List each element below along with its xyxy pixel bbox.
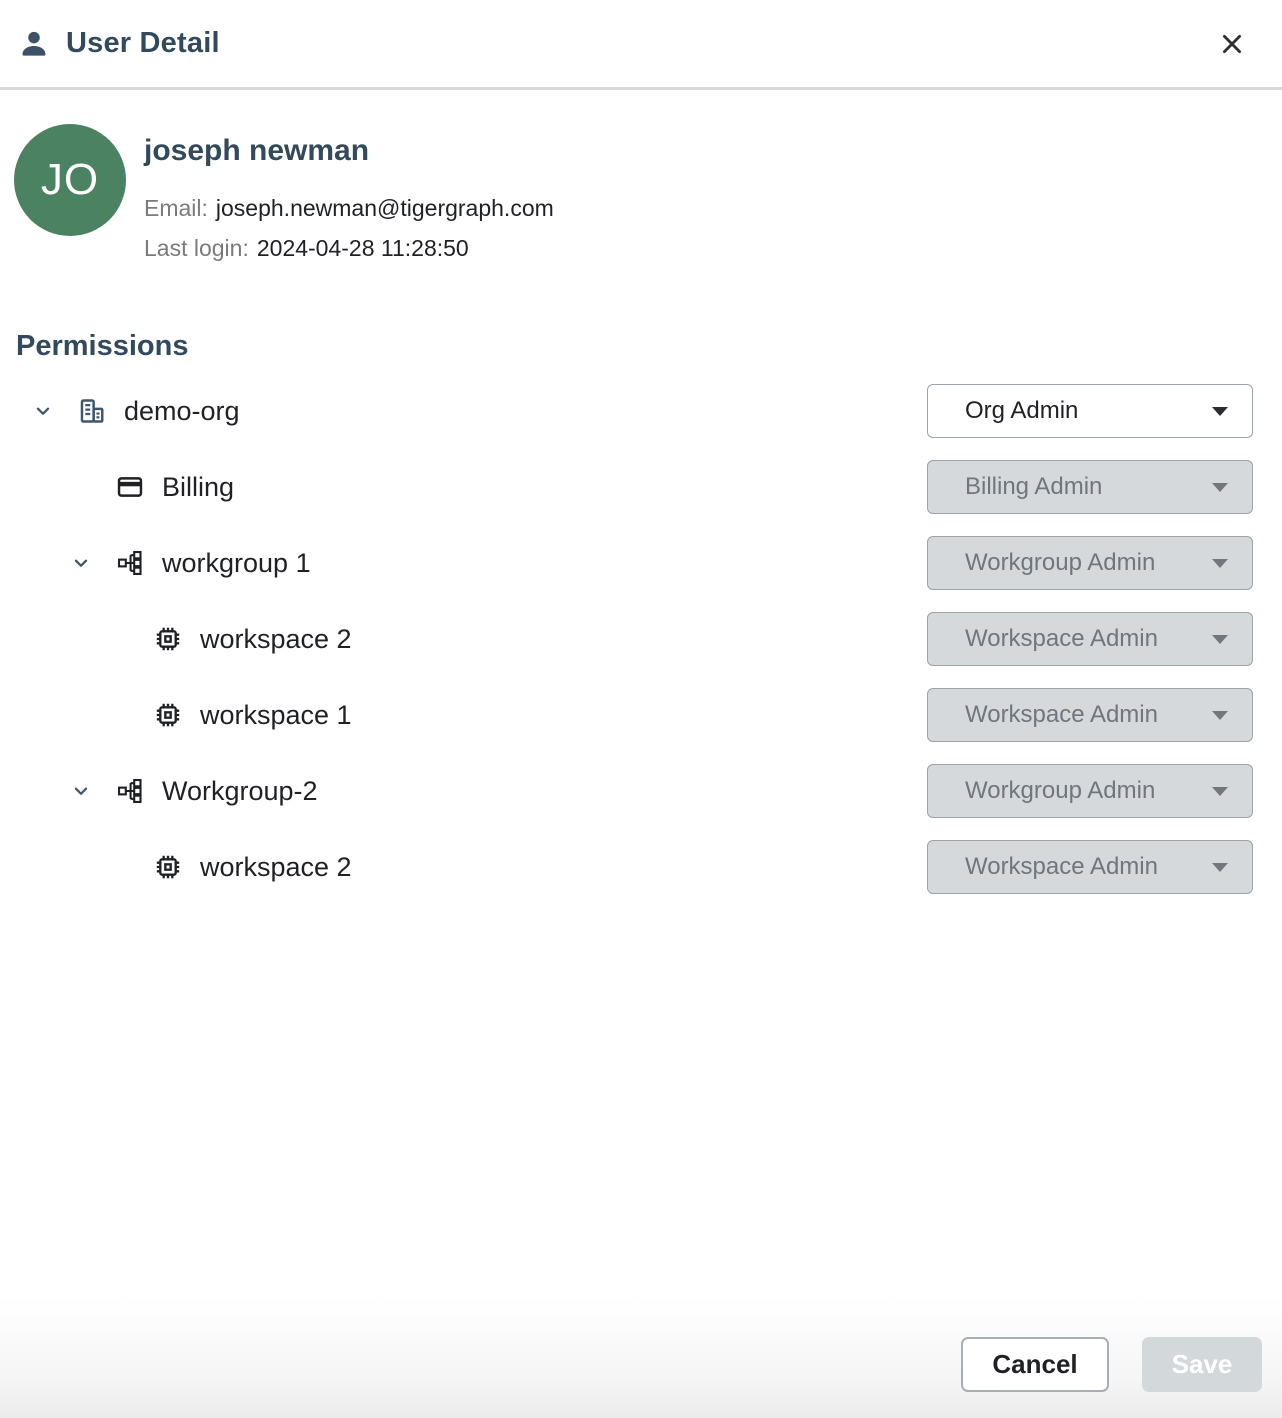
user-meta bbox=[144, 188, 554, 268]
role-dropdown-value: Workspace Admin bbox=[965, 625, 1158, 652]
permission-row bbox=[0, 753, 1282, 829]
organization-icon bbox=[78, 397, 106, 425]
tree-node-label: Billing bbox=[162, 471, 235, 502]
permission-row bbox=[0, 449, 1282, 525]
role-dropdown bbox=[927, 536, 1253, 590]
tree-item bbox=[32, 396, 927, 427]
workgroup-icon bbox=[116, 777, 144, 805]
tree-item bbox=[32, 624, 927, 655]
save-button: Save bbox=[1142, 1337, 1262, 1392]
billing-card-icon bbox=[116, 473, 144, 501]
tree-node-label: Workgroup-2 bbox=[162, 775, 318, 806]
dropdown-caret-icon bbox=[1212, 635, 1228, 644]
workspace-chip-icon bbox=[154, 625, 182, 653]
user-info bbox=[144, 124, 554, 268]
user-section bbox=[14, 124, 1282, 268]
role-dropdown bbox=[927, 840, 1253, 894]
workspace-chip-icon bbox=[154, 853, 182, 881]
workgroup-icon bbox=[116, 549, 144, 577]
avatar: JO bbox=[14, 124, 126, 236]
role-dropdown bbox=[927, 688, 1253, 742]
role-dropdown-value: Billing Admin bbox=[965, 473, 1103, 500]
dropdown-caret-icon bbox=[1212, 559, 1228, 568]
role-dropdown[interactable] bbox=[927, 384, 1253, 438]
tree-item bbox=[32, 548, 927, 579]
tree-node-label: demo-org bbox=[124, 395, 240, 426]
dialog-footer bbox=[0, 1296, 1282, 1418]
tree-node-label: workspace 2 bbox=[200, 851, 352, 882]
tree-indent bbox=[32, 867, 108, 868]
dialog-title: User Detail bbox=[66, 27, 220, 59]
dropdown-caret-icon bbox=[1212, 787, 1228, 796]
tree-item bbox=[32, 472, 927, 503]
dropdown-caret-icon bbox=[1212, 711, 1228, 720]
cancel-button[interactable]: Cancel bbox=[961, 1337, 1109, 1392]
role-dropdown-value: Org Admin bbox=[965, 397, 1079, 424]
last-login-row bbox=[144, 228, 554, 268]
last-login-label: Last login: bbox=[144, 235, 249, 261]
workspace-chip-icon bbox=[154, 701, 182, 729]
permission-row bbox=[0, 829, 1282, 905]
email-label: Email: bbox=[144, 195, 208, 221]
role-dropdown bbox=[927, 612, 1253, 666]
permission-row bbox=[0, 525, 1282, 601]
tree-node-label: workgroup 1 bbox=[162, 547, 311, 578]
permissions-rows bbox=[0, 373, 1282, 905]
chevron-down-icon[interactable] bbox=[70, 552, 92, 574]
role-dropdown bbox=[927, 764, 1253, 818]
role-dropdown bbox=[927, 460, 1253, 514]
dialog-header bbox=[0, 0, 1282, 90]
role-dropdown-value: Workspace Admin bbox=[965, 701, 1158, 728]
tree-indent bbox=[32, 563, 70, 564]
role-dropdown-value: Workspace Admin bbox=[965, 853, 1158, 880]
close-icon[interactable] bbox=[1212, 24, 1252, 64]
tree-item bbox=[32, 852, 927, 883]
tree-indent bbox=[32, 791, 70, 792]
dropdown-caret-icon bbox=[1212, 483, 1228, 492]
tree-indent bbox=[32, 639, 108, 640]
permission-row bbox=[0, 677, 1282, 753]
chevron-down-icon[interactable] bbox=[32, 400, 54, 422]
dropdown-caret-icon bbox=[1212, 407, 1228, 416]
permissions-heading: Permissions bbox=[16, 330, 189, 362]
permission-row bbox=[0, 601, 1282, 677]
email-row bbox=[144, 188, 554, 228]
tree-item bbox=[32, 700, 927, 731]
tree-node-label: workspace 1 bbox=[200, 699, 352, 730]
user-name: joseph newman bbox=[144, 134, 370, 167]
tree-indent bbox=[32, 487, 70, 488]
chevron-down-icon[interactable] bbox=[70, 780, 92, 802]
tree-item bbox=[32, 776, 927, 807]
tree-indent bbox=[32, 715, 108, 716]
email-value: joseph.newman@tigergraph.com bbox=[215, 195, 554, 221]
role-dropdown-value: Workgroup Admin bbox=[965, 549, 1156, 576]
role-dropdown-value: Workgroup Admin bbox=[965, 777, 1156, 804]
permission-row bbox=[0, 373, 1282, 449]
person-icon bbox=[18, 28, 50, 60]
last-login-value: 2024-04-28 11:28:50 bbox=[256, 235, 469, 261]
dropdown-caret-icon bbox=[1212, 863, 1228, 872]
tree-node-label: workspace 2 bbox=[200, 623, 352, 654]
